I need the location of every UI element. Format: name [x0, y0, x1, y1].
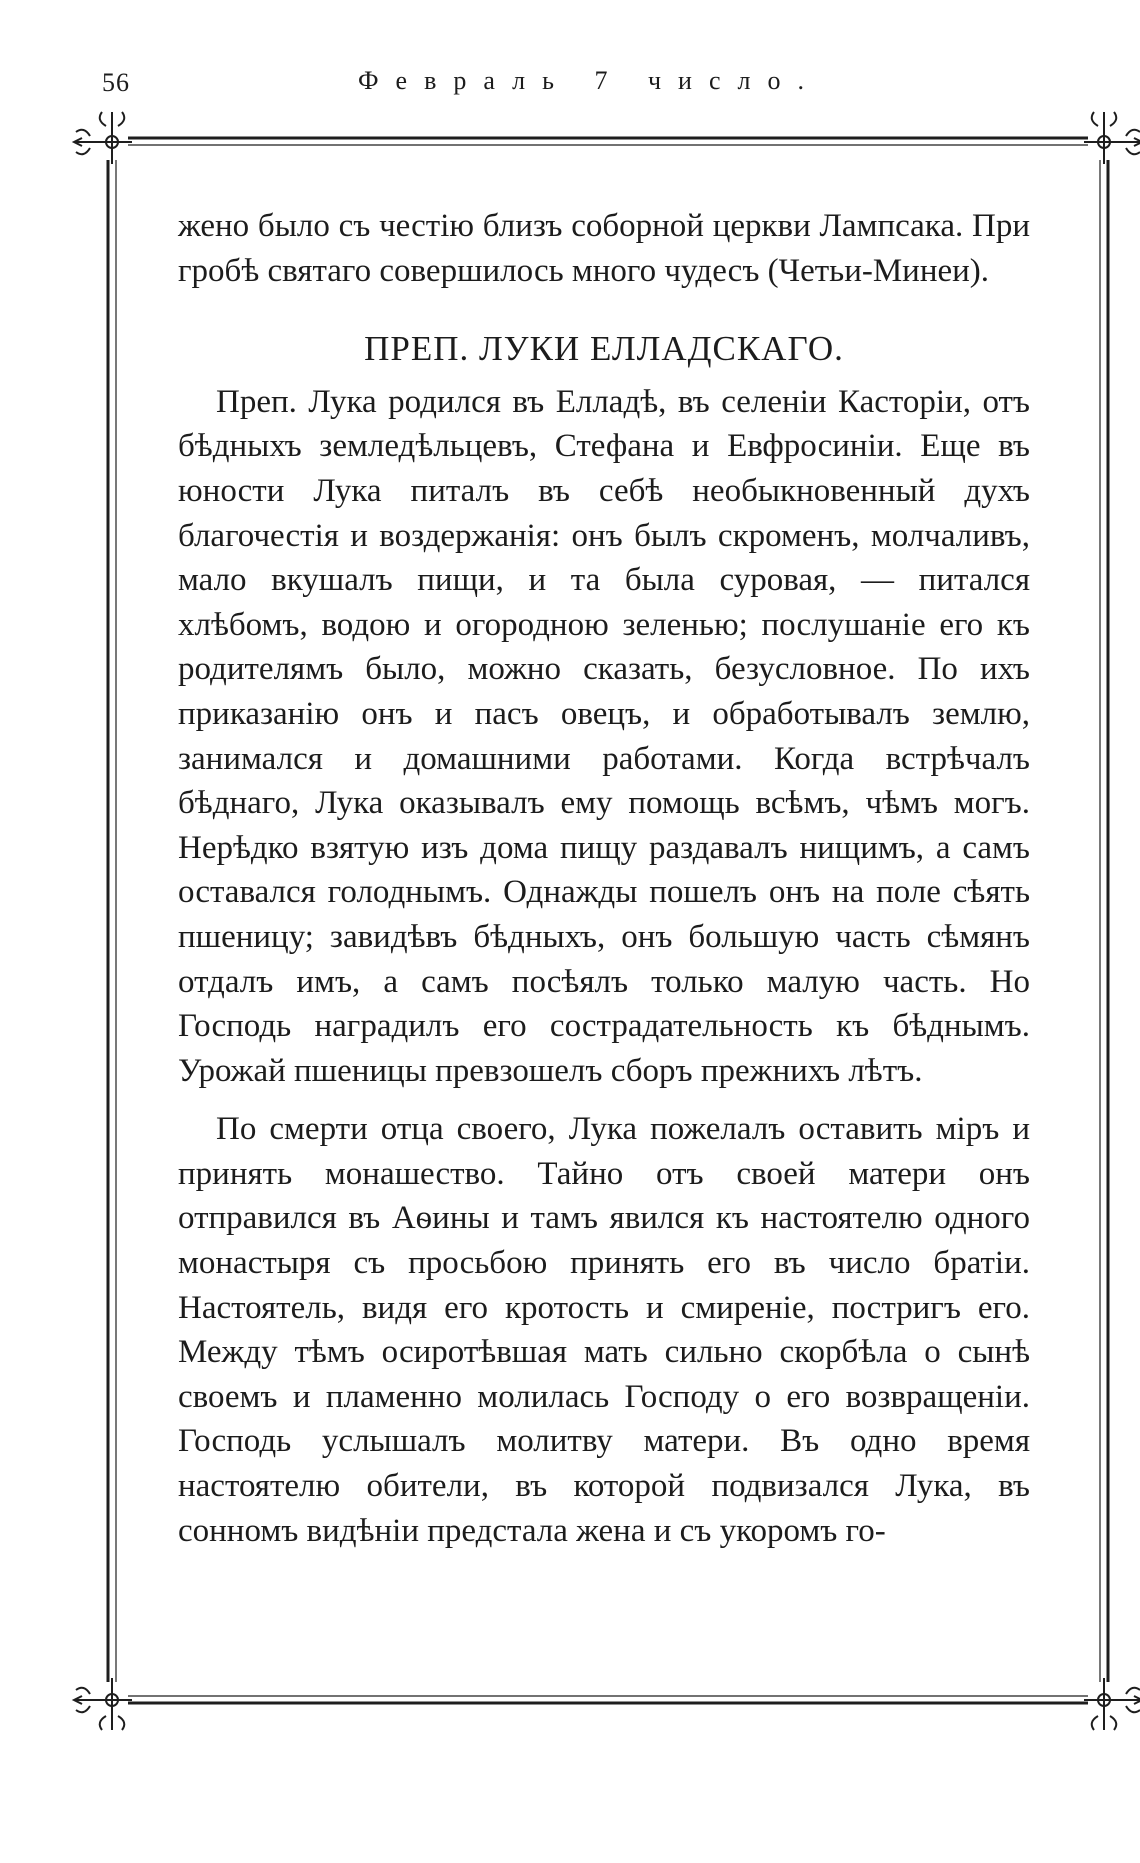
body-paragraph: По смерти отца своего, Лука пожелалъ оставить міръ и принять монашество. Тайно отъ своей матери онъ отправился въ Аѳины и тамъ явился къ настоятелю одного монастыря съ просьбою принять его въ число братіи. Настоятель, видя его кротость и смиреніе, постригъ его. Между тѣмъ осиротѣвшая мать сильно скорбѣла о сынѣ своемъ и пламенно молилась Господу о его возвращеніи. Господь услышалъ молитву матери. Въ одно время настоятелю обители, въ которой подвизался Лука, въ сонномъ видѣніи предстала жена и съ укоромъ го-	[178, 1111, 1030, 1549]
page-number: 56	[102, 68, 130, 97]
running-head: Февраль 7 число.	[358, 66, 821, 95]
section-heading: ПРЕП. ЛУКИ ЕЛЛАДСКАГО.	[364, 329, 844, 369]
corner-ornament-icon	[74, 112, 132, 164]
corner-ornament-icon	[1084, 112, 1140, 164]
main-text	[178, 204, 1030, 1553]
body-paragraph: Преп. Лука родился въ Елладѣ, въ селеніи Касторіи, отъ бѣдныхъ земледѣльцевъ, Стефана и Евфросиніи. Еще въ юности Лука питалъ въ себѣ необыкновенный духъ благочестія и воздержанія: онъ былъ скроменъ, молчаливъ, мало вкушалъ пищи, и та была суровая, — питался хлѣбомъ, водою и огородною зеленью; послушаніе его къ родителямъ было, можно сказать, безусловное. По ихъ приказанію онъ и пасъ овецъ, и обработывалъ землю, занимался и домашними работами. Когда встрѣчалъ бѣднаго, Лука оказывалъ ему помощь всѣмъ, чѣмъ могъ. Нерѣдко взятую изъ дома пищу раздавалъ нищимъ, а самъ оставался голоднымъ. Однажды пошелъ онъ на поле сѣять пшеницу; завидѣвъ бѣдныхъ, онъ большую часть сѣмянъ отдалъ имъ, а самъ посѣялъ только малую часть. Но Господь наградилъ его сострадательность къ бѣднымъ. Урожай пшеницы превзошелъ сборъ прежнихъ лѣтъ.	[178, 383, 1030, 1089]
lead-paragraph: жено было съ честію близъ соборной церкви Лампсака. При гробѣ святаго совершилось много чудесъ (Четьи-Минеи).	[178, 208, 1030, 289]
corner-ornament-icon	[74, 1678, 132, 1730]
corner-ornament-icon	[1084, 1678, 1140, 1730]
